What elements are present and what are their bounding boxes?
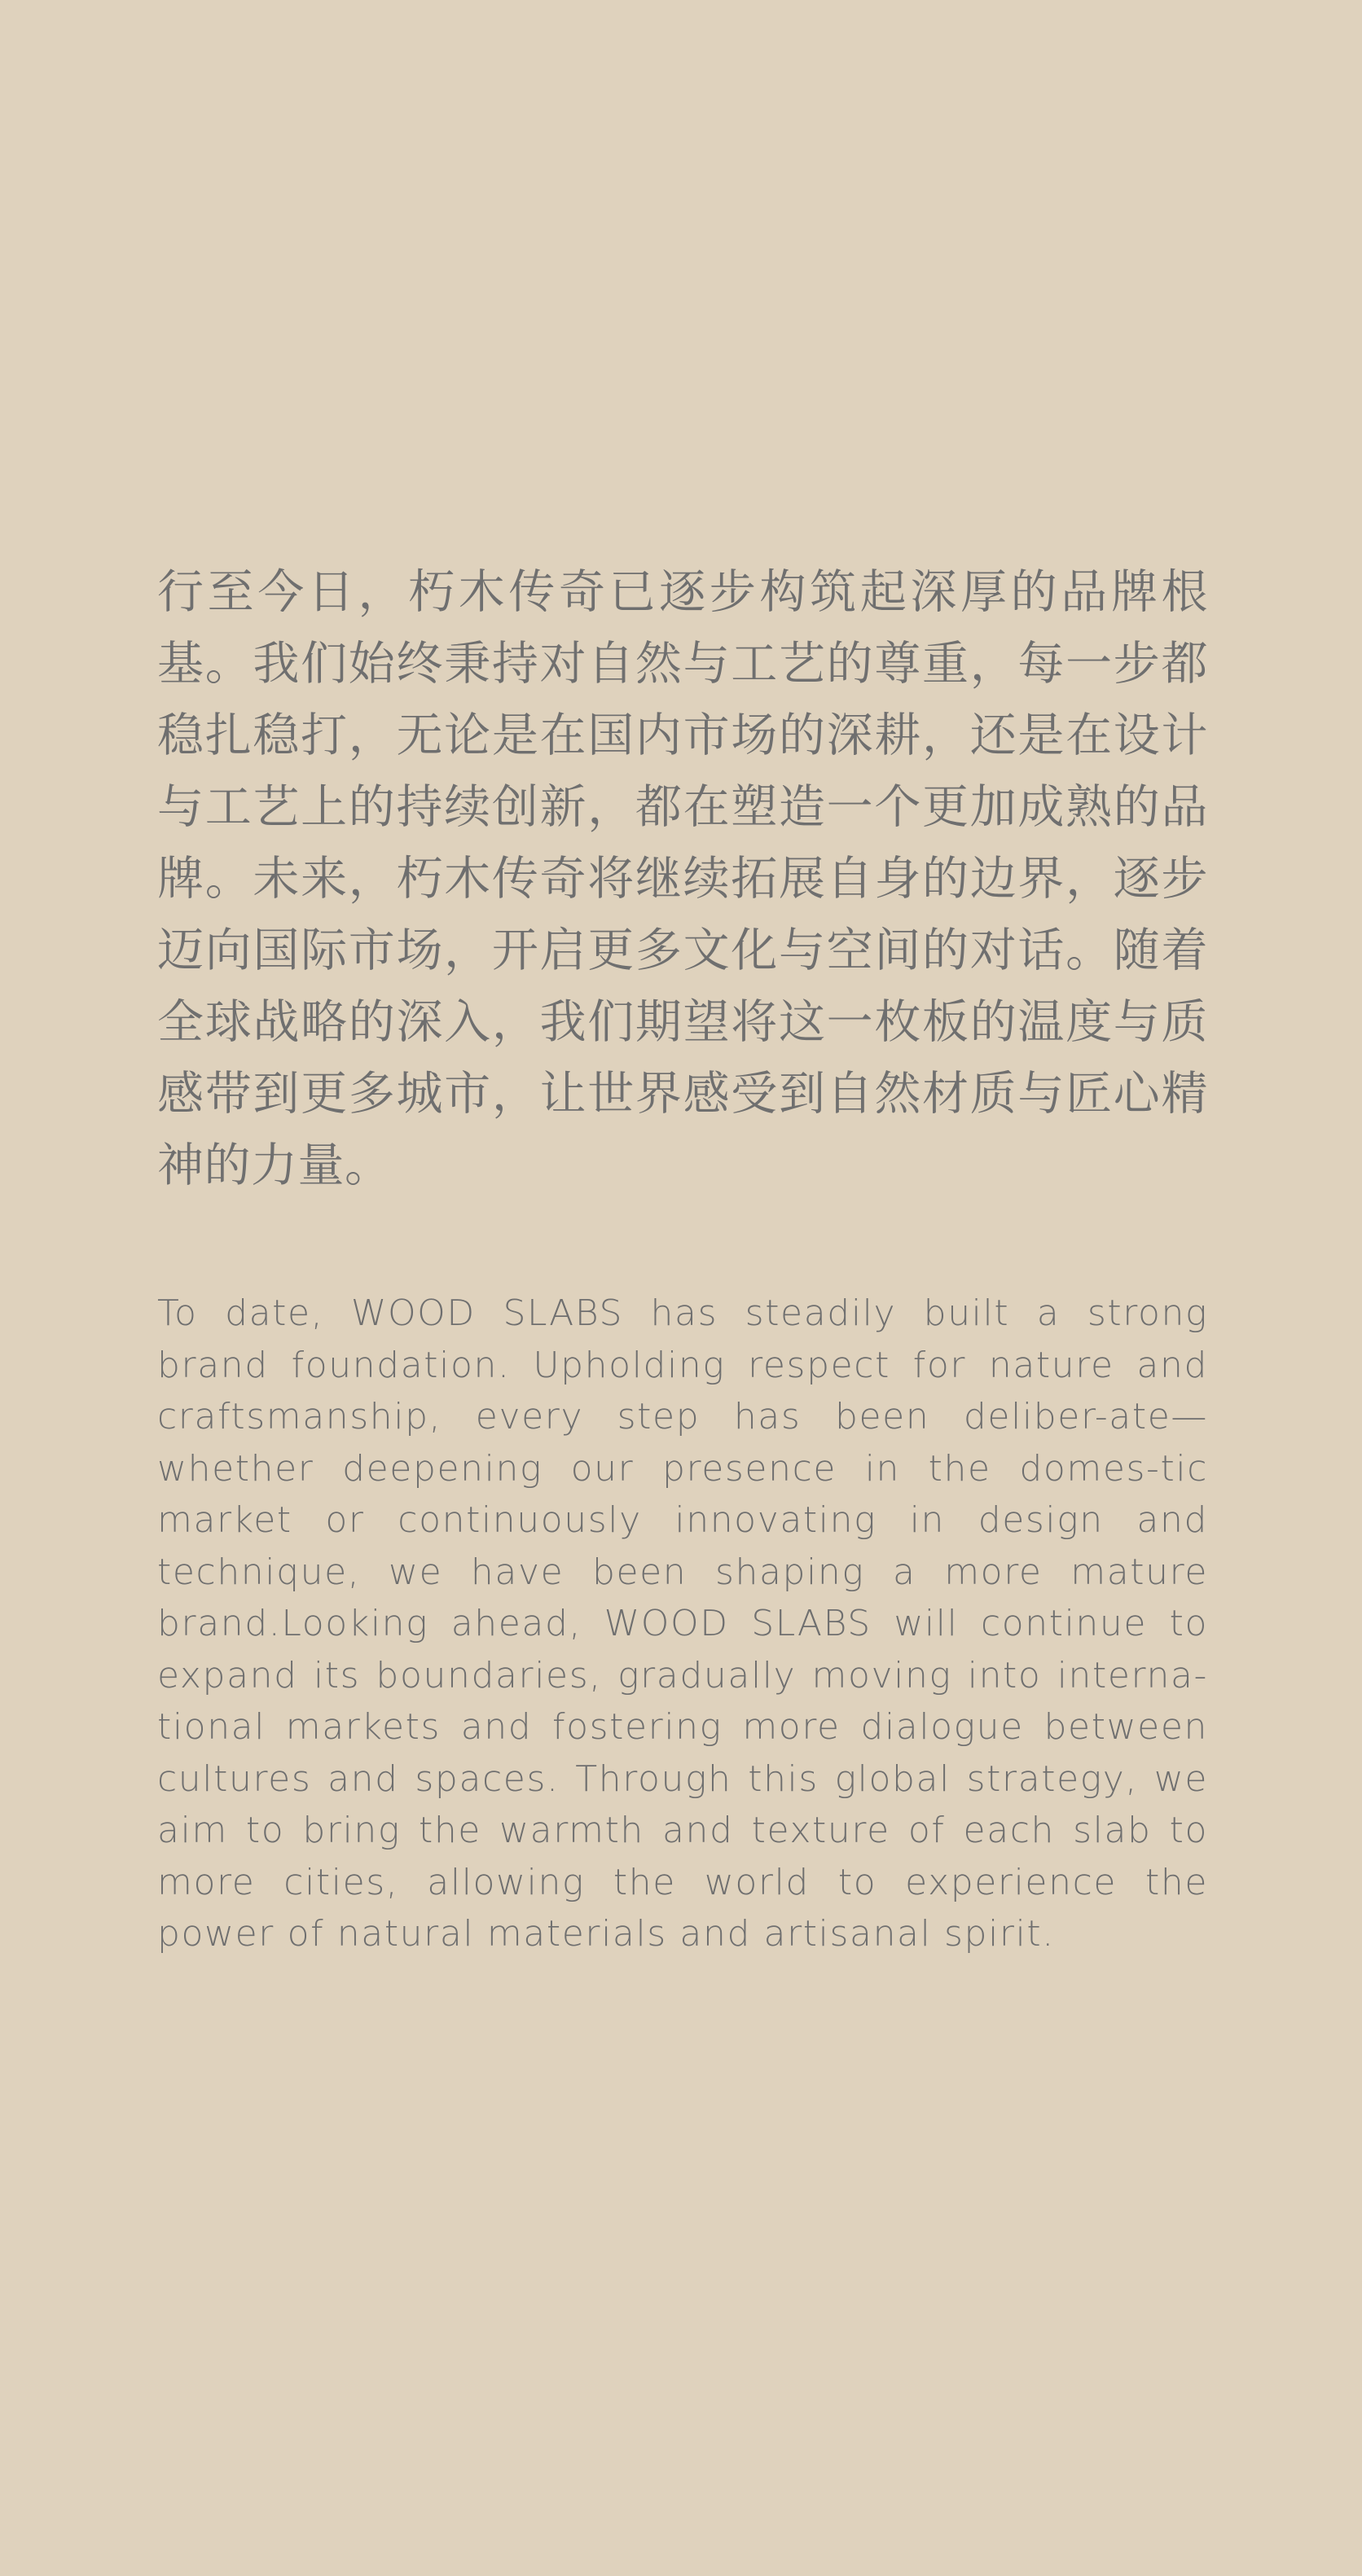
english-paragraph: To date, WOOD SLABS has steadily built a strong brand foundation. Upholding respect for nature and craftsmanship, every step has been deliber-ate—whether deepening our presence in the domes-tic market or continuously innovating in design and technique, we have been shaping a more mature brand.Looking ahead, WOOD SLABS will continue to expand its boundaries, gradually moving into interna-tional markets and fostering more dialogue between cultures and spaces. Through this global strategy, we aim to bring the warmth and texture of each slab to more cities, allowing the world to experience the power of natural materials and artisanal spirit. [157, 1292, 1208, 1955]
chinese-paragraph: 行至今日，朽木传奇已逐步构筑起深厚的品牌根基。我们始终秉持对自然与工艺的尊重，每一步都稳扎稳打，无论是在国内市场的深耕，还是在设计与工艺上的持续创新，都在塑造一个更加成熟的品牌。未来，朽木传奇将继续拓展自身的边界，逐步迈向国际市场，开启更多文化与空间的对话。随着全球战略的深入，我们期望将这一枚板的温度与质感带到更多城市，让世界感受到自然材质与匠心精神的力量。 [157, 565, 1208, 1192]
